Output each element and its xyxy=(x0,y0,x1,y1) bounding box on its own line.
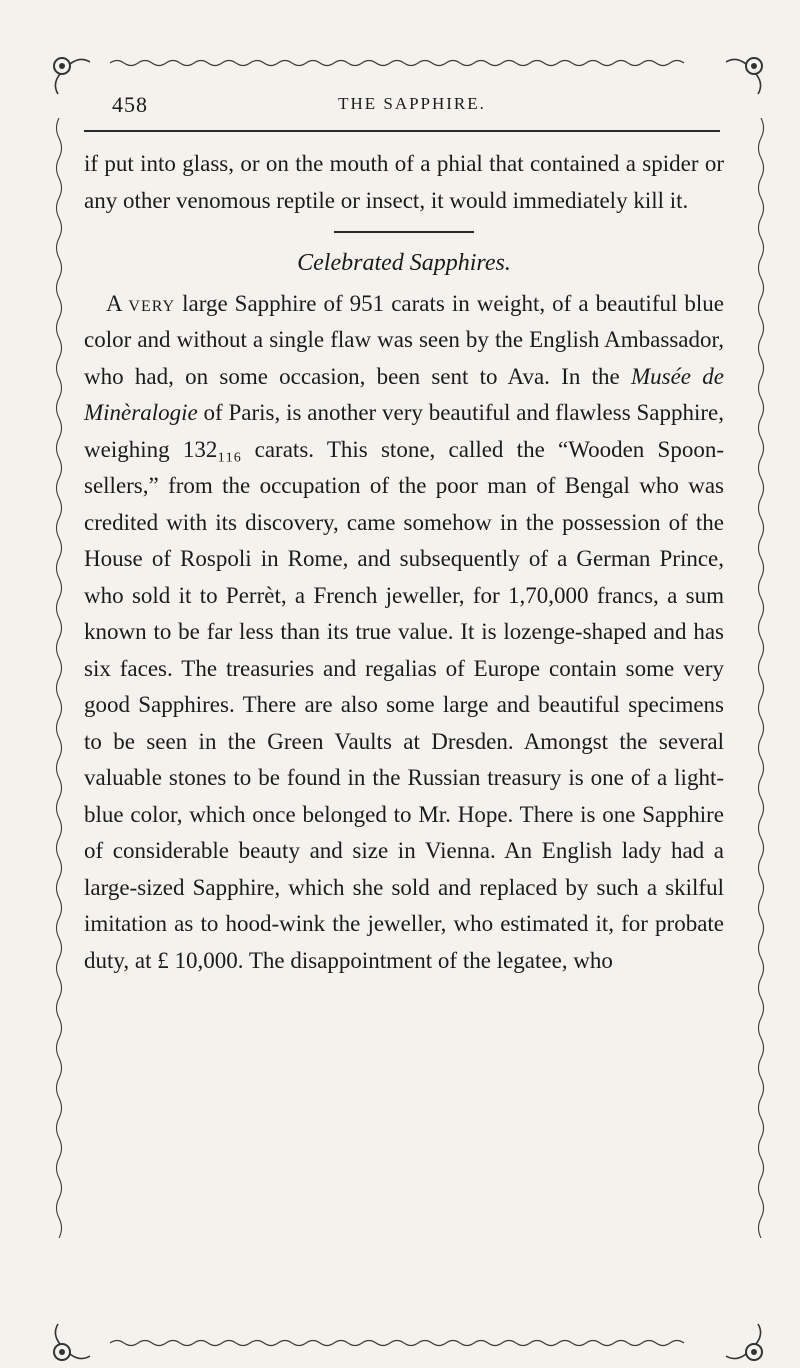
section-paragraph xyxy=(84,286,724,980)
page-number: 458 xyxy=(112,92,148,117)
corner-ornament-icon xyxy=(50,1320,94,1364)
header-rule xyxy=(84,130,720,132)
lead-article: A xyxy=(106,290,122,316)
page-header xyxy=(112,92,712,122)
lead-smallcaps: very xyxy=(128,290,176,316)
top-border-ornament xyxy=(110,58,690,68)
bottom-border-ornament xyxy=(110,1338,690,1348)
section-divider xyxy=(334,231,474,233)
corner-ornament-icon xyxy=(722,54,766,98)
corner-ornament-icon xyxy=(722,1320,766,1364)
left-border-ornament xyxy=(54,118,64,1238)
paragraph-text-part2: of Paris, is another very beautiful and flawless Sapphire, weighing 132₁₁₆ carats. This stone, called the “Wooden Spoon-sellers,” from the occupation of the poor man of Bengal who was credited with its discovery, came somehow in the possession of the House of Rospoli in Rome, and subsequently of a German Prince, who sold it to Perrèt, a French jeweller, for 1,70,000 francs, a sum known to be far less than its true value. It is lozenge-shaped and has six faces. The treasuries and regalias of Europe contain some very good Sapphires. There are also some large and beautiful specimens to be seen in the Green Vaults at Dresden. Amongst the several valuable stones to be found in the Russian treasury is one of a light-blue color, which once belonged to Mr. Hope. There is one Sapphire of considerable beauty and size in Vienna. An English lady had a large-sized Sapphire, which she sold and replaced by such a skilful imitation as to hood-wink the jeweller, who estimated it, for probate duty, at £ 10,000. The disappointment of the legatee, who xyxy=(84,400,724,973)
section-heading: Celebrated Sapphires. xyxy=(297,250,511,276)
page-body xyxy=(84,146,724,979)
museum-title: Musée de Minèralogie xyxy=(84,363,724,425)
paragraph-text-part1: large Sapphire of 951 carats in weight, of a beautiful blue color and without a single flaw was seen by the English Ambassador, who had, on some occasion, been sent to Ava. In the xyxy=(84,290,725,389)
intro-paragraph: if put into glass, or on the mouth of a phial that contained a spider or any other venomous reptile or insect, it would immediately kill it. xyxy=(84,151,724,213)
running-head: THE SAPPHIRE. xyxy=(338,94,486,113)
corner-ornament-icon xyxy=(50,54,94,98)
right-border-ornament xyxy=(756,118,766,1238)
